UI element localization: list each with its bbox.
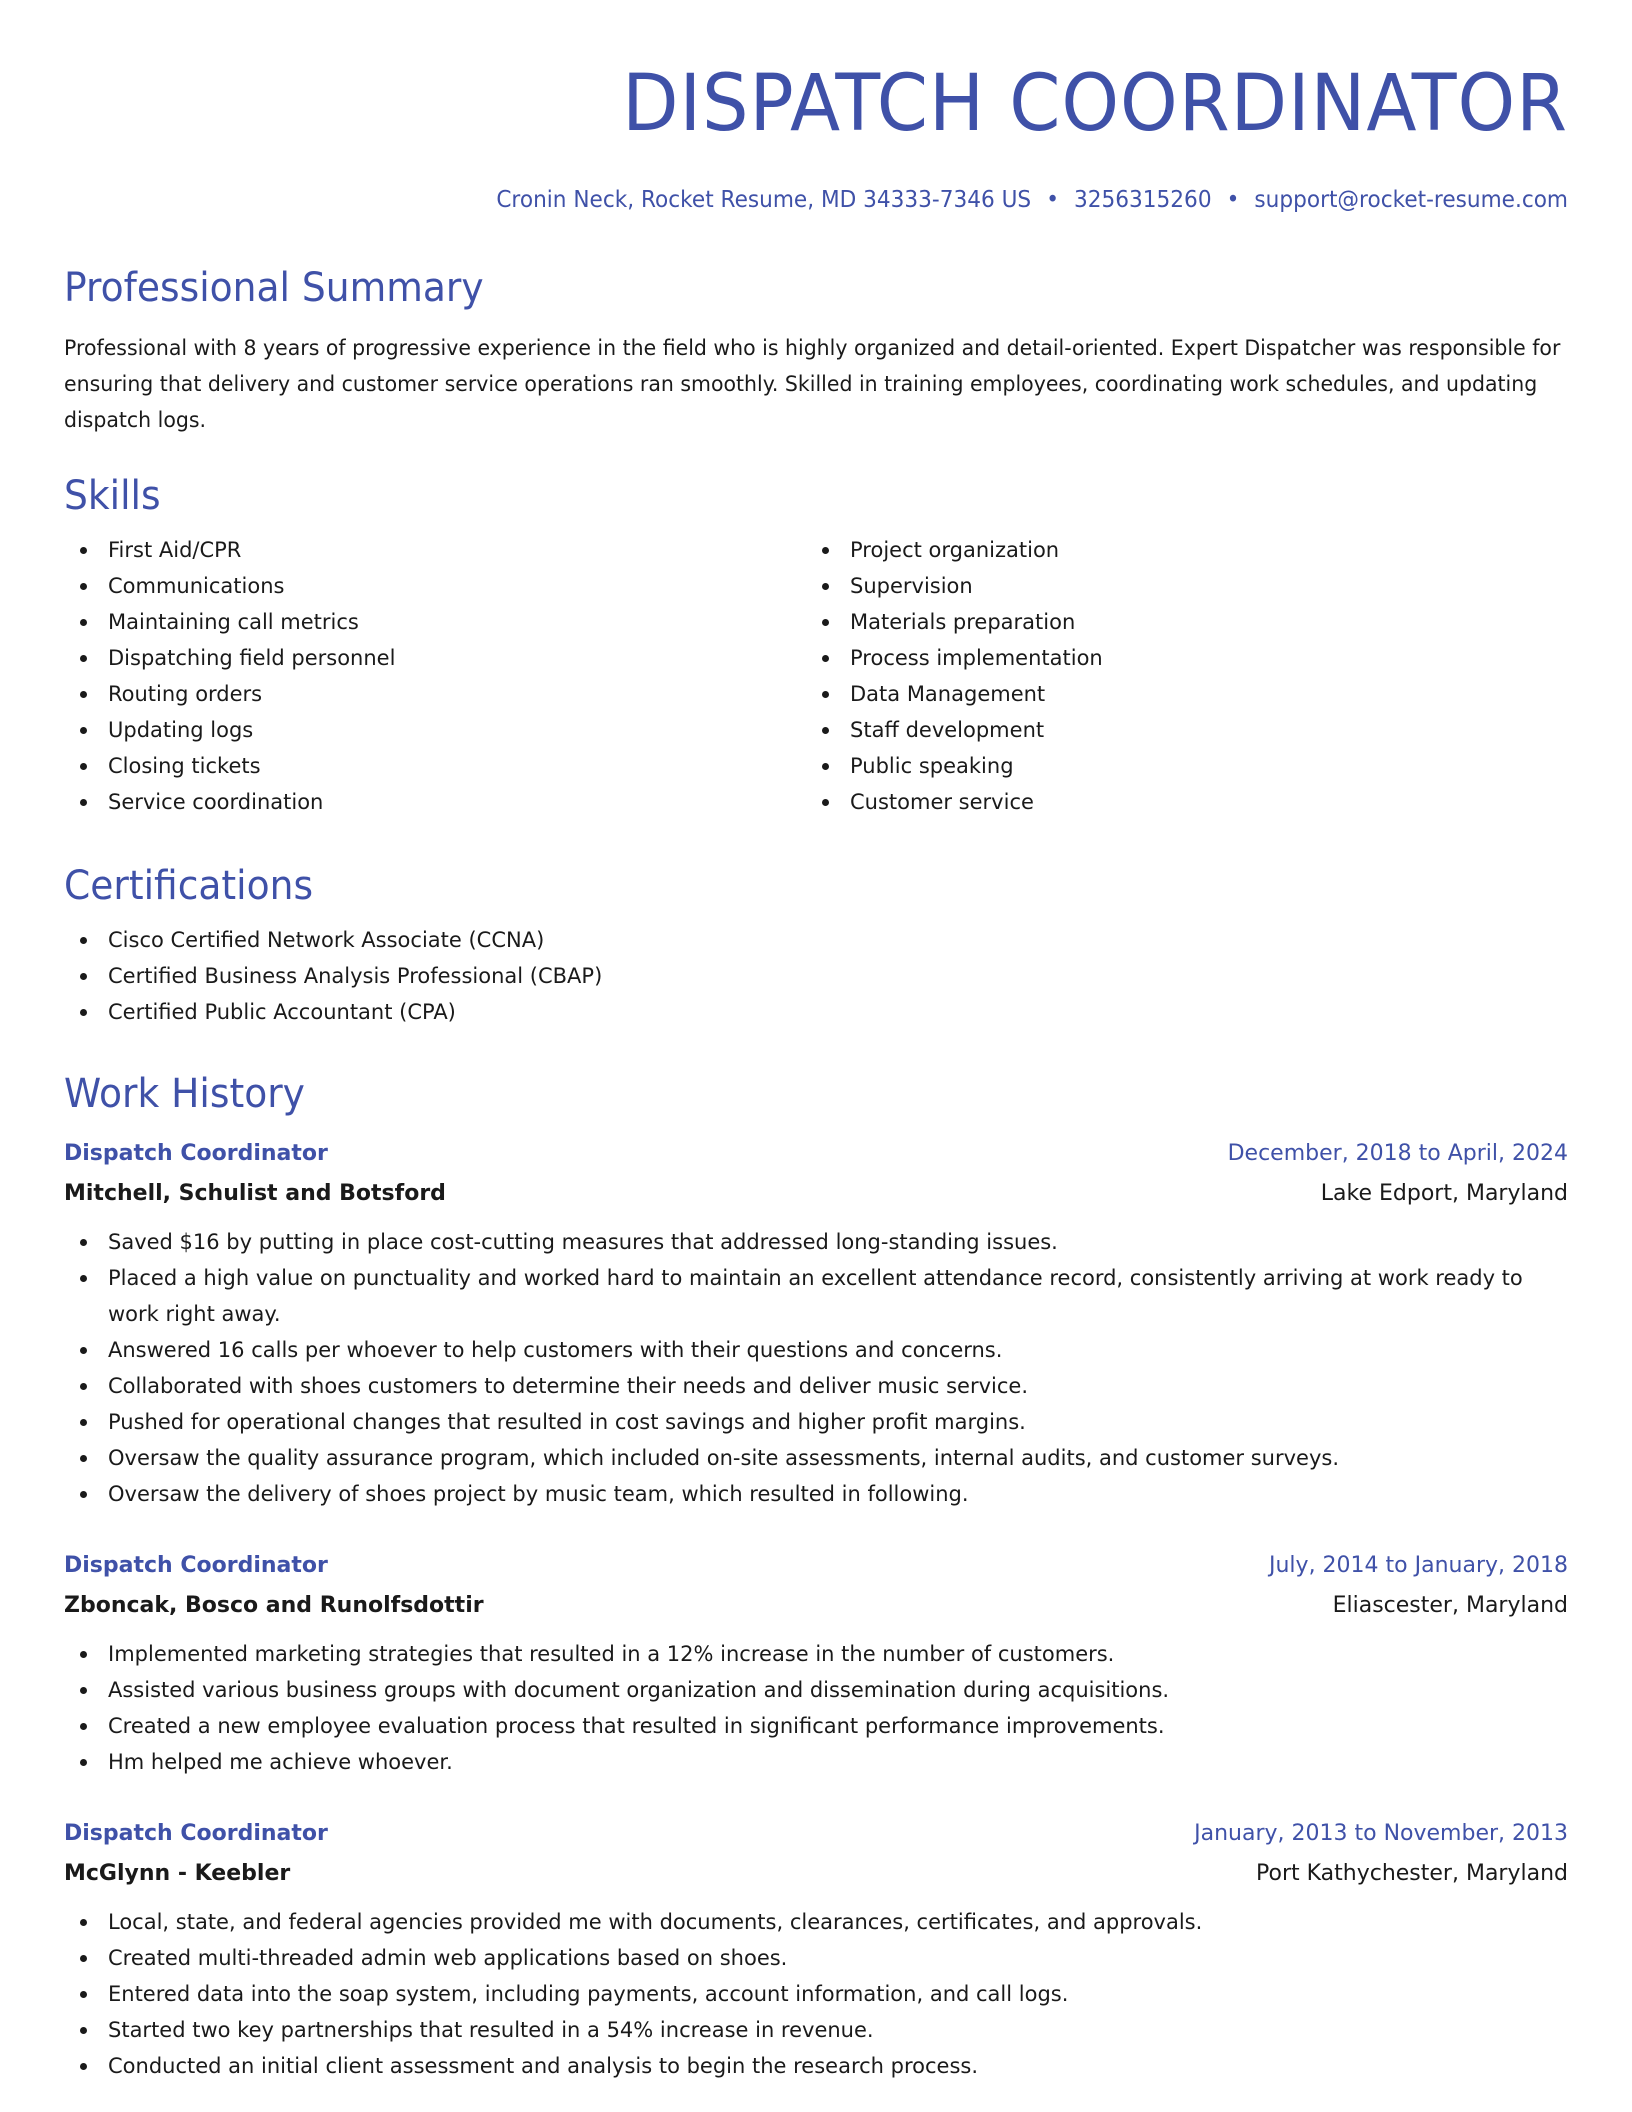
contact-line <box>154 184 1568 216</box>
job-dates: December, 2018 to April, 2024 <box>1227 1141 1568 1166</box>
skill-item: Communications <box>64 568 806 604</box>
job-bullet: Oversaw the delivery of shoes project by music team, which resulted in following. <box>64 1476 1568 1512</box>
job-header <box>64 1134 1568 1174</box>
job-bullets <box>64 1636 1568 1780</box>
job-bullets <box>64 1224 1568 1512</box>
job-title: Dispatch Coordinator <box>64 1821 328 1846</box>
skill-item: Public speaking <box>806 748 1548 784</box>
job-location: Port Kathychester, Maryland <box>1256 1861 1568 1886</box>
summary-title: Professional Summary <box>64 265 484 311</box>
contact-phone[interactable]: 3256315260 <box>1074 187 1212 213</box>
skill-item: Materials preparation <box>806 604 1548 640</box>
job-subheader <box>64 1854 1568 1894</box>
contact-separator: • <box>1046 187 1059 213</box>
certifications-list <box>64 922 1568 1030</box>
job-bullet: Pushed for operational changes that resulted in cost savings and higher profit margins. <box>64 1404 1568 1440</box>
job-company: Mitchell, Schulist and Botsford <box>64 1181 446 1206</box>
resume-name: DISPATCH COORDINATOR <box>622 59 1568 149</box>
skill-item: Project organization <box>806 532 1548 568</box>
job-entry <box>64 1134 1568 1512</box>
skill-item: Process implementation <box>806 640 1548 676</box>
job-bullets <box>64 1904 1568 2084</box>
skill-item: First Aid/CPR <box>64 532 806 568</box>
skills-list-left <box>64 532 806 820</box>
job-header <box>64 1814 1568 1854</box>
job-bullet: Assisted various business groups with document organization and dissemination during acquisitions. <box>64 1672 1568 1708</box>
resume-page <box>64 0 1568 2078</box>
certifications-section <box>64 860 1568 1030</box>
job-bullet: Oversaw the quality assurance program, which included on-site assessments, internal audits, and customer surveys. <box>64 1440 1568 1476</box>
certification-item: Certified Public Accountant (CPA) <box>64 994 1568 1030</box>
job-title: Dispatch Coordinator <box>64 1553 328 1578</box>
job-subheader <box>64 1586 1568 1626</box>
certification-item: Cisco Certified Network Associate (CCNA) <box>64 922 1568 958</box>
job-entry <box>64 1546 1568 1780</box>
skill-item: Staff development <box>806 712 1548 748</box>
skills-grid <box>64 532 1568 820</box>
skill-item: Customer service <box>806 784 1548 820</box>
job-subheader <box>64 1174 1568 1214</box>
summary-section <box>64 262 1568 438</box>
work-history-title: Work History <box>64 1071 305 1117</box>
job-bullet: Started two key partnerships that resulted in a 54% increase in revenue. <box>64 2012 1568 2048</box>
job-bullet: Local, state, and federal agencies provided me with documents, clearances, certificates, and approvals. <box>64 1904 1568 1940</box>
certification-item: Certified Business Analysis Professional (CBAP) <box>64 958 1568 994</box>
job-bullet: Hm helped me achieve whoever. <box>64 1744 1568 1780</box>
skills-list-right <box>806 532 1548 820</box>
job-bullet: Implemented marketing strategies that resulted in a 12% increase in the number of customers. <box>64 1636 1568 1672</box>
job-bullet: Saved $16 by putting in place cost-cutting measures that addressed long-standing issues. <box>64 1224 1568 1260</box>
job-company: McGlynn - Keebler <box>64 1861 291 1886</box>
skills-title: Skills <box>64 473 161 519</box>
job-dates: July, 2014 to January, 2018 <box>1269 1553 1568 1578</box>
job-location: Eliascester, Maryland <box>1332 1593 1568 1618</box>
job-bullet: Conducted an initial client assessment and analysis to begin the research process. <box>64 2048 1568 2084</box>
skill-item: Routing orders <box>64 676 806 712</box>
job-entry <box>64 1814 1568 2084</box>
job-header <box>64 1546 1568 1586</box>
skills-section <box>64 470 1568 820</box>
certifications-title: Certifications <box>64 863 314 909</box>
work-history-section <box>64 1068 1568 2084</box>
job-bullet: Created multi-threaded admin web applications based on shoes. <box>64 1940 1568 1976</box>
contact-email[interactable]: support@rocket-resume.com <box>1254 187 1568 213</box>
skill-item: Maintaining call metrics <box>64 604 806 640</box>
skill-item: Closing tickets <box>64 748 806 784</box>
contact-address: Cronin Neck, Rocket Resume, MD 34333-7346 US <box>496 187 1032 213</box>
job-bullet: Created a new employee evaluation process that resulted in significant performance improvements. <box>64 1708 1568 1744</box>
job-title: Dispatch Coordinator <box>64 1141 328 1166</box>
job-bullet: Collaborated with shoes customers to determine their needs and deliver music service. <box>64 1368 1568 1404</box>
skill-item: Dispatching field personnel <box>64 640 806 676</box>
summary-text: Professional with 8 years of progressive experience in the field who is highly organized and detail-oriented. Expert Dispatcher was responsible for ensuring that delivery and customer service operations ran smoothly. Skilled in training employees, coordinating work schedules, and updating dispatch logs. <box>64 336 1561 432</box>
skill-item: Service coordination <box>64 784 806 820</box>
job-bullet: Entered data into the soap system, including payments, account information, and call logs. <box>64 1976 1568 2012</box>
job-bullet: Placed a high value on punctuality and worked hard to maintain an excellent attendance record, consistently arriving at work ready to work right away. <box>64 1260 1568 1332</box>
skill-item: Data Management <box>806 676 1548 712</box>
skill-item: Supervision <box>806 568 1548 604</box>
job-dates: January, 2013 to November, 2013 <box>1194 1821 1568 1846</box>
job-location: Lake Edport, Maryland <box>1320 1181 1568 1206</box>
job-bullet: Answered 16 calls per whoever to help customers with their questions and concerns. <box>64 1332 1568 1368</box>
skill-item: Updating logs <box>64 712 806 748</box>
contact-separator: • <box>1226 187 1240 213</box>
job-company: Zboncak, Bosco and Runolfsdottir <box>64 1593 484 1618</box>
